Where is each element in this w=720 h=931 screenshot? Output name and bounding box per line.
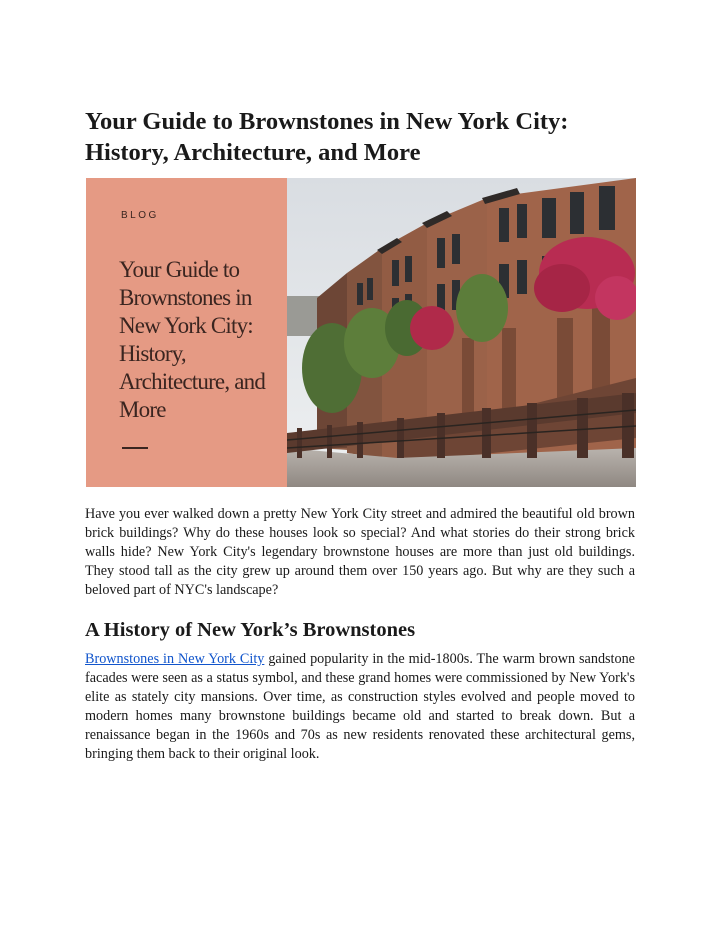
- hero-kicker: BLOG: [121, 210, 159, 221]
- history-paragraph-text: gained popularity in the mid-1800s. The warm brown sandstone facades were seen as a status symbol, and these grand homes were commissioned by New York's elite as stately city mansions. Over time, as construction styles evolved and people moved to modern homes many brownstone buildings became old and started to break down. But a renaissance began in the 1960s and 70s as new residents renovated these architectural gems, bringing them back to their original look.: [85, 651, 635, 763]
- hero-title-panel: [86, 178, 287, 487]
- hero-divider: [122, 447, 148, 449]
- brownstones-link[interactable]: Brownstones in New York City: [85, 651, 265, 667]
- hero-image: [86, 178, 636, 487]
- intro-paragraph: Have you ever walked down a pretty New York City street and admired the beautiful old brown brick buildings? Why do these houses look so special? And what stories do their strong brick walls hide? New York City's legendary brownstone houses are more than just old buildings. They stood tall as the city grew up around them over 150 years ago. But why are they such a beloved part of NYC's landscape?: [85, 506, 635, 599]
- history-paragraph: [85, 650, 635, 765]
- section-heading: A History of New York’s Brownstones: [85, 619, 416, 641]
- hero-title: Your Guide to Brownstones in New York City: History, Architecture, and More: [119, 257, 266, 422]
- page-title: Your Guide to Brownstones in New York City: History, Architecture, and More: [85, 108, 569, 166]
- brownstone-street-photo: [287, 178, 636, 487]
